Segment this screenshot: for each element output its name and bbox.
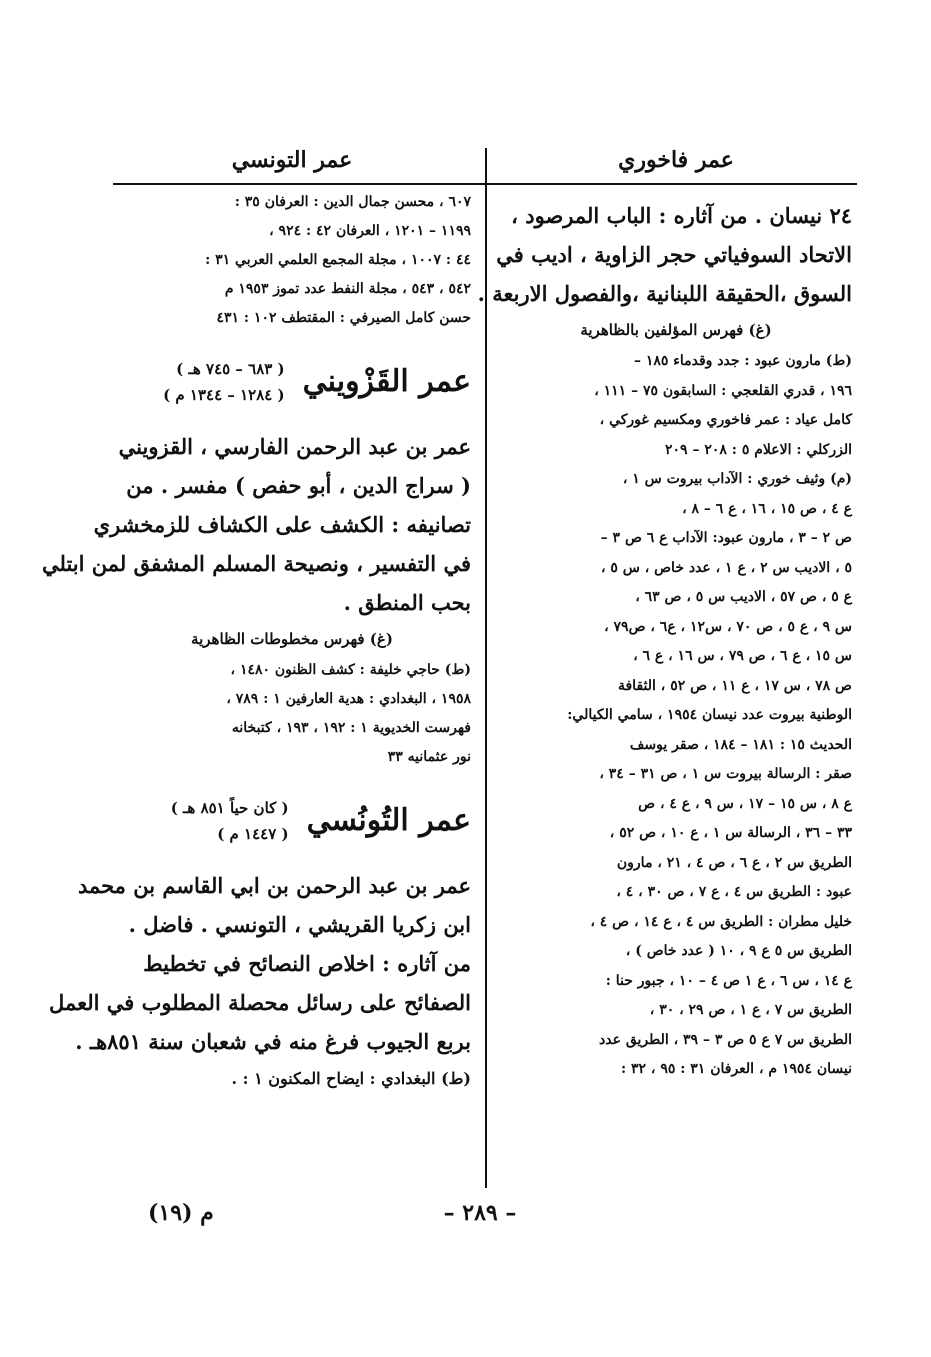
text-line: تصانيفه : الكشف على الكشاف للزمخشري bbox=[93, 512, 471, 537]
left-column bbox=[42, 140, 471, 1097]
ref-line: الطريق س ٧ ، ع ١ ، ص ٢٩ ، ٣٠ ، bbox=[649, 1002, 852, 1018]
entry-heading bbox=[113, 347, 471, 417]
gregorian-dates: ( ١٢٨٤ – ١٣٤٤ م ) bbox=[163, 386, 285, 404]
ref-line: صقر : الرسالة بيروت س ١ ، ص ٣١ – ٣٤ ، bbox=[599, 766, 852, 782]
ref-line: (ط) البغدادي : ايضاح المكنون ١ : . bbox=[231, 1069, 471, 1088]
ref-line: ص ٧٨ ، س ١٧ ، ع ١١ ، ص ٥٢ ، الثقافة bbox=[617, 677, 852, 694]
ref-line: نور عثمانيه ٣٣ bbox=[387, 749, 471, 765]
ref-line: ١٩٥٨ ، البغدادي : هدية العارفين ١ : ٧٨٩ ، bbox=[226, 691, 471, 707]
ref-line: فهرست الخديوية ١ : ١٩٢ ، ١٩٣ ، كتبخانه bbox=[231, 720, 471, 736]
hijri-dates: ( كان حياً ٨٥١ هـ ) bbox=[170, 799, 289, 817]
signature-mark: م (١٩) bbox=[148, 1200, 214, 1226]
ref-line: ص ٢ – ٣ ، مارون عبود: الآداب ع ٦ ص ٣ – bbox=[600, 530, 852, 546]
text-line: ( سراج الدين ، أبو حفص ) مفسر . من bbox=[126, 473, 471, 498]
text-line: بحب المنطق . bbox=[343, 590, 471, 615]
ref-line: ١٩٦ ، قدري القلعجي : السابقون ٧٥ – ١١١ ، bbox=[594, 382, 852, 399]
ref-line: ع ٥ ، ص ٥٧ ، الاديب س ٥ ، ص ٦٣ ، bbox=[635, 589, 852, 605]
source-line: (غ) فهرس المؤلفين بالظاهرية bbox=[580, 321, 772, 339]
hijri-dates: ( ٦٨٣ – ٧٤٥ هـ ) bbox=[176, 360, 285, 378]
ref-line: س ٩ ، ع ٥ ، ص ٧٠ ، س١٢ ، ع٦ ، ص٧٩ ، bbox=[604, 618, 852, 635]
ref-line: عبود : الطريق س ٤ ، ع ٧ ، ص ٣٠ ، ٤ ، bbox=[616, 884, 852, 900]
text-line: بربع الجيوب فرغ منه في شعبان سنة ٨٥١هـ . bbox=[75, 1029, 471, 1054]
entry-name: عمر القَزْويني bbox=[302, 364, 471, 399]
ref-line: الوطنية بيروت عدد نيسان ١٩٥٤ ، سامي الكيالي: bbox=[567, 707, 852, 723]
text-line: عمر بن عبد الرحمن الفارسي ، القزويني bbox=[118, 434, 471, 459]
text-line: ٢٤ نيسان . من آثاره : الباب المرصود ، bbox=[511, 203, 852, 228]
entry-heading bbox=[113, 786, 471, 856]
text-line: السوق ،الحقيقة اللبنانية ،والفصول الاربعة . bbox=[477, 281, 852, 306]
entry-dates bbox=[163, 356, 285, 408]
ref-line: الحديث ١٥ : ١٨١ – ١٨٤ ، صقر يوسف bbox=[629, 736, 852, 753]
gregorian-dates: ( ١٤٤٧ م ) bbox=[217, 825, 289, 843]
text-line: الصفائح على رسائل محصلة المطلوب في العمل bbox=[49, 990, 471, 1015]
text-line: ابن زكريا القريشي ، التونسي . فاضل . bbox=[128, 912, 471, 937]
entry-name: عمر التُونُسي bbox=[306, 803, 471, 838]
ref-line: كامل عياد : عمر فاخوري ومكسيم غوركي ، bbox=[599, 412, 852, 428]
ref-line: ع ٨ ، س ١٥ – ١٧ ، س ٩ ، ع ٤ ، ص bbox=[638, 795, 852, 812]
ref-line: (ط) حاجي خليفة : كشف الظنون ١٤٨٠ ، bbox=[230, 662, 471, 678]
ref-line: ١١٩٩ – ١٢٠١ ، العرفان ٤٢ : ٩٢٤ ، bbox=[269, 223, 471, 239]
text-line: من آثاره : اخلاص النصائح في تخطيط bbox=[143, 951, 471, 976]
ref-line: نيسان ١٩٥٤ م ، العرفان ٣١ : ٩٥ ، ٣٢ : bbox=[620, 1061, 852, 1077]
right-column bbox=[477, 140, 852, 1085]
ref-line: الطريق س ٢ ، ع ٦ ، ص ٤ ، ٢١ ، مارون bbox=[616, 854, 852, 871]
ref-line: الطريق س ٥ ع ٩ ، ١٠ ( عدد خاص ) ، bbox=[625, 943, 852, 959]
ref-line: الزركلي : الاعلام ٥ : ٢٠٨ – ٢٠٩ bbox=[665, 441, 852, 458]
text-line: الاتحاد السوفياتي حجر الزاوية ، اديب في bbox=[496, 242, 852, 267]
ref-line: ٥٤٢ ، ٥٤٣ ، مجلة النفط عدد تموز ١٩٥٣ م bbox=[224, 281, 471, 297]
entry-dates bbox=[171, 795, 289, 847]
ref-line: حسن كامل الصيرفي : المقتطف ١٠٢ : ٤٣١ bbox=[216, 310, 471, 326]
ref-line: ع ٤ ، ص ١٥ ، ١٦ ، ع ٦ – ٨ ، bbox=[682, 500, 852, 517]
ref-line: ع ١٤ ، س ٦ ، ع ١ ص ٤ – ١٠ ، جبور حنا : bbox=[605, 972, 852, 989]
left-column-title: عمر التونسي bbox=[231, 147, 353, 173]
ref-line: ٦٠٧ ، محسن جمال الدين : العرفان ٣٥ : bbox=[234, 194, 471, 210]
ref-line: (م) وثيف خوري : الآداب بيروت س ١ ، bbox=[622, 471, 852, 487]
ref-line: الطريق س ٧ ع ٥ ص ٣ – ٣٩ ، الطريق عدد bbox=[599, 1031, 852, 1048]
ref-line: ٣٣ – ٣٦ ، الرسالة س ١ ، ع ١٠ ، ص ٥٢ ، bbox=[609, 825, 852, 841]
ref-line: ٥ ، الاديب س ٢ ، ع ١ ، عدد خاص ، س ٥ ، bbox=[600, 559, 852, 576]
text-line: عمر بن عبد الرحمن بن ابي القاسم بن محمد bbox=[77, 873, 471, 898]
ref-line: خليل مطران : الطريق س ٤ ، ع ١٤ ، ص ٤ ، bbox=[590, 913, 852, 930]
ref-line: ٤٤ : ١٠٠٧ ، مجلة المجمع العلمي العربي ٣١ : bbox=[205, 252, 471, 268]
ref-line: س ١٥ ، ع ٦ ، ص ٧٩ ، س ١٦ ، ع ٦ ، bbox=[633, 648, 852, 664]
source-line: (غ) فهرس مخطوطات الظاهرية bbox=[191, 630, 393, 648]
ref-line: (ط) مارون عبود : جدد وقدماء ١٨٥ – bbox=[633, 353, 852, 369]
page-number: – ٢٨٩ – bbox=[443, 1200, 517, 1226]
right-column-title: عمر فاخوري bbox=[618, 147, 734, 173]
text-line: في التفسير ، ونصيحة المسلم المشفق لمن ابتلي bbox=[42, 551, 471, 576]
